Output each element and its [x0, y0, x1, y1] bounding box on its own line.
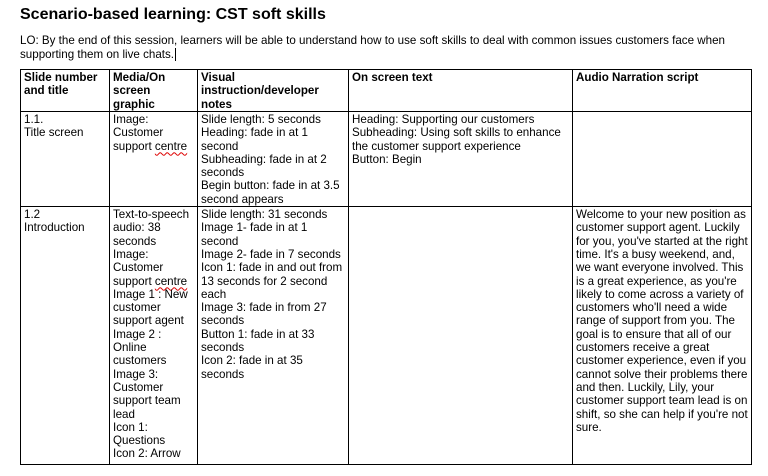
cell-audio[interactable] — [573, 207, 752, 465]
visual-note: Begin button: fade in at 3.5 second appears — [201, 179, 340, 206]
slide-number: 1.1. — [24, 113, 44, 126]
cell-slide[interactable] — [21, 112, 110, 207]
document-title: Scenario-based learning: CST soft skills — [20, 6, 326, 23]
cell-visual[interactable] — [198, 112, 349, 207]
storyboard-table — [20, 69, 752, 465]
visual-note: Heading: fade in at 1 second — [201, 126, 308, 153]
cell-media[interactable] — [110, 207, 198, 465]
media-line: Image: — [113, 247, 149, 261]
media-line: Image: — [113, 113, 149, 126]
cell-onscreen[interactable] — [349, 207, 573, 465]
cell-visual[interactable] — [198, 207, 349, 465]
slide-title: Introduction — [24, 221, 85, 235]
spelling-flagged-word: centre — [154, 274, 188, 288]
header-slide: Slide number and title — [21, 70, 110, 112]
learning-objective-text: LO: By the end of this session, learners will be able to understand how to use soft skills to deal with common issues customers face when supporting them on live chats. — [20, 34, 725, 61]
media-line: Icon 1: Questions — [113, 420, 166, 448]
visual-note: Image 3: fade in from 27 seconds — [201, 301, 327, 328]
visual-note: Subheading: fade in at 2 seconds — [201, 152, 327, 180]
cell-onscreen[interactable] — [349, 112, 573, 207]
slide-number: 1.2 — [24, 208, 41, 222]
table-header-row — [21, 70, 752, 112]
onscreen-line: Subheading: Using soft skills to enhance the customer support experience — [352, 126, 561, 153]
media-text: support — [113, 139, 155, 153]
table-row — [21, 112, 752, 207]
cell-audio[interactable] — [573, 112, 752, 207]
visual-note: Slide length: 5 seconds — [201, 113, 321, 126]
visual-note: Image 1- fade in at 1 second — [201, 221, 308, 248]
media-line — [113, 140, 194, 153]
media-line: Image 1 : New customer support agent — [113, 287, 188, 328]
media-line: Image 3: Customer support team lead — [113, 367, 181, 421]
cell-media[interactable] — [110, 112, 198, 207]
cell-slide[interactable] — [21, 207, 110, 465]
visual-note: Icon 2: fade in at 35 seconds — [201, 354, 303, 381]
media-line — [113, 275, 194, 288]
audio-script: Welcome to your new position as customer support agent. Luckily for you, you've started at the right time. It's a busy weekend, and, we want everyone involved. This is a great experience, as you're likely to come across a variety of customers who'll need a wide range of support from you. The goal is to ensure that all of our customers receive a great customer experience, even if you cannot solve their problems there and then. Luckily, Lily, your customer support team lead is on shift, so she can help if you're not sure. — [576, 208, 748, 434]
header-onscreen: On screen text — [349, 70, 573, 112]
spelling-flagged-word: centre — [154, 139, 188, 153]
media-line: Icon 2: Arrow — [113, 447, 181, 461]
media-line: Image 2 : Online customers — [113, 327, 167, 368]
media-line: Customer — [113, 261, 164, 275]
header-media: Media/On screen graphic — [110, 70, 198, 112]
media-text: support — [113, 274, 155, 288]
header-audio: Audio Narration script — [573, 70, 752, 112]
media-line: Customer — [113, 126, 164, 140]
header-visual: Visual instruction/developer notes — [198, 70, 349, 112]
media-line: Text-to-speech audio: 38 seconds — [113, 208, 190, 248]
visual-note: Image 2- fade in 7 seconds — [201, 247, 341, 261]
text-cursor — [175, 48, 176, 61]
table-row — [21, 207, 752, 465]
visual-note: Slide length: 31 seconds — [201, 208, 328, 222]
onscreen-line: Heading: Supporting our customers — [352, 113, 535, 126]
learning-objective[interactable] — [20, 34, 755, 61]
visual-note: Icon 1: fade in and out from 13 seconds for 2 second each — [201, 261, 343, 301]
visual-note: Button 1: fade in at 33 seconds — [201, 327, 315, 355]
slide-title: Title screen — [24, 126, 84, 140]
onscreen-line: Button: Begin — [352, 152, 422, 166]
